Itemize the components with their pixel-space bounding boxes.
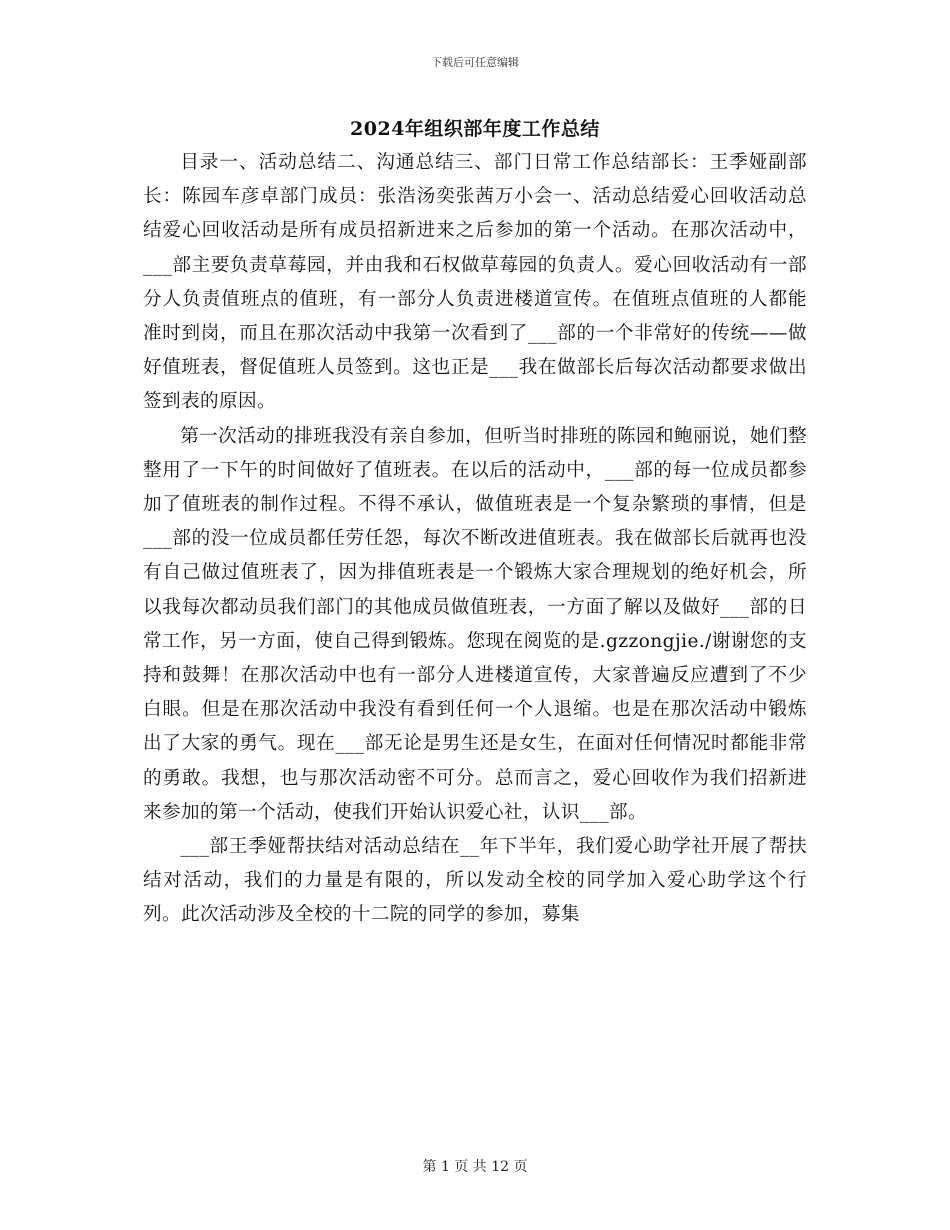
page-footer: 第 1 页 共 12 页 [422, 1159, 528, 1175]
header-note: 下载后可任意编辑 [431, 56, 519, 69]
document-body [143, 146, 807, 933]
paragraph-1: 目录一、活动总结二、沟通总结三、部门日常工作总结部长：王季娅副部长：陈园车彦卓部门成员：张浩汤奕张茜万小会一、活动总结爱心回收活动总结爱心回收活动是所有成员招新进来之后参加的第一个活动。在那次活动中，___部主要负责草莓园，并由我和石权做草莓园的负责人。爱心回收活动有一部分人负责值班点的值班，有一部分人负责进楼道宣传。在值班点值班的人都能准时到岗，而且在那次活动中我第一次看到了___部的一个非常好的传统——做好值班表，督促值班人员签到。这也正是___我在做部长后每次活动都要求做出签到表的原因。 [143, 152, 807, 413]
paragraph-3: ___部王季娅帮扶结对活动总结在__年下半年，我们爱心助学社开展了帮扶结对活动，我们的力量是有限的，所以发动全校的同学加入爱心助学这个行列。此次活动涉及全校的十二院的同学的参加，募集 [143, 836, 807, 926]
document-title: 2024年组织部年度工作总结 [350, 118, 600, 140]
paragraph-2: 第一次活动的排班我没有亲自参加，但听当时排班的陈园和鲍丽说，她们整整用了一下午的时间做好了值班表。在以后的活动中，___部的每一位成员都参加了值班表的制作过程。不得不承认，做值班表是一个复杂繁琐的事情，但是___部的没一位成员都任劳任怨，每次不断改进值班表。我在做部长后就再也没有自己做过值班表了，因为排值班表是一个锻炼大家合理规划的绝好机会，所以我每次都动员我们部门的其他成员做值班表，一方面了解以及做好___部的日常工作，另一方面，使自己得到锻炼。您现在阅览的是.gzzongjie./谢谢您的支持和鼓舞！在那次活动中也有一部分人进楼道宣传，大家普遍反应遭到了不少白眼。但是在那次活动中我没有看到任何一个人退缩。也是在那次活动中锻炼出了大家的勇气。现在___部无论是男生还是女生，在面对任何情况时都能非常的勇敢。我想，也与那次活动密不可分。总而言之，爱心回收作为我们招新进来参加的第一个活动，使我们开始认识爱心社，认识___部。 [143, 425, 807, 823]
